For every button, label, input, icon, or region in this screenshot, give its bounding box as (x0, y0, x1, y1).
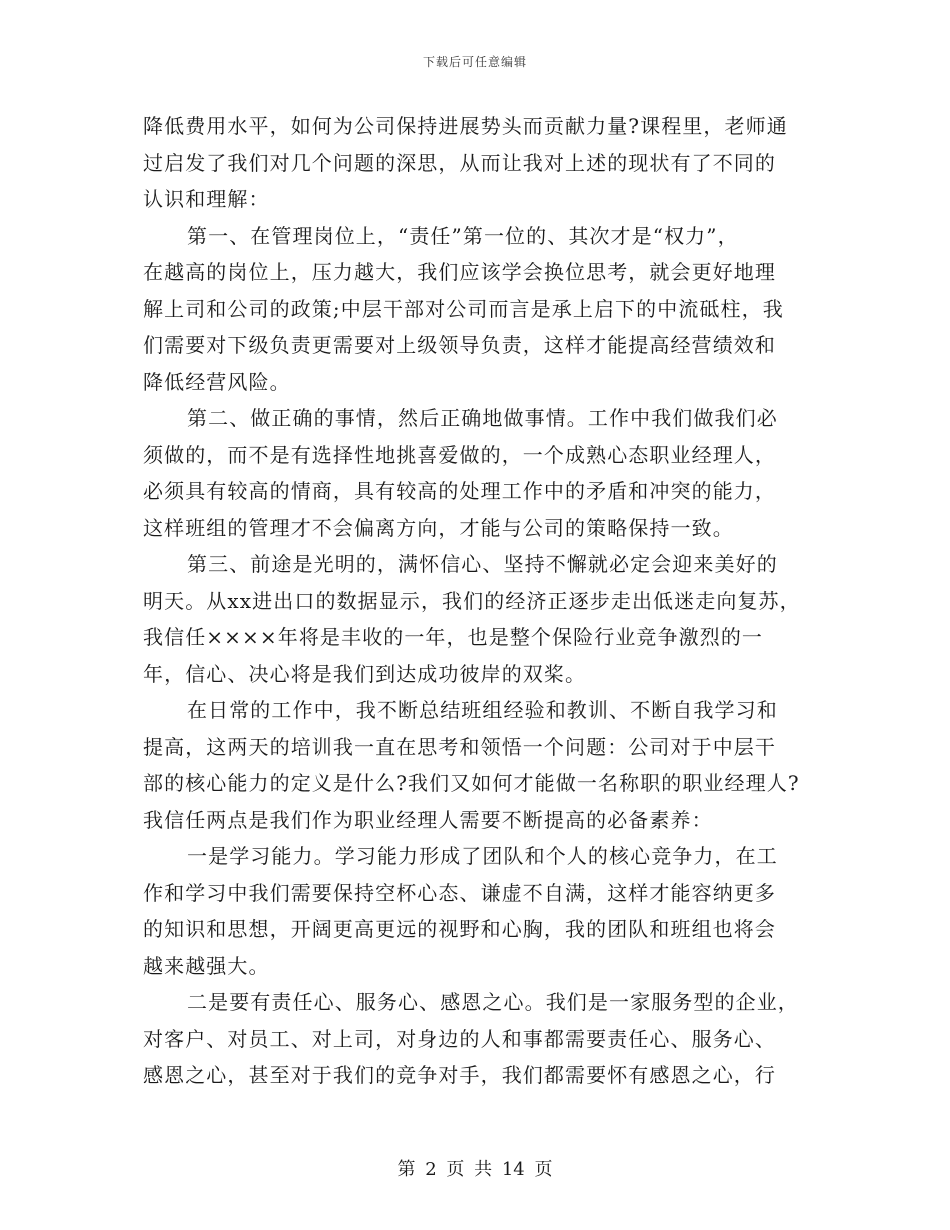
body-line: 我信任两点是我们作为职业经理人需要不断提高的必备素养： (143, 807, 713, 832)
body-line: 感恩之心，甚至对于我们的竞争对手，我们都需要怀有感恩之心，行 (143, 1063, 776, 1087)
body-line: 越来越强大。 (143, 953, 270, 978)
body-line: 年，信心、决心将是我们到达成功彼岸的双桨。 (143, 661, 587, 686)
body-line: 第一、在管理岗位上，“责任”第一位的、其次才是“权力”， (187, 223, 739, 248)
body-line: 在日常的工作中，我不断总结班组经验和教训、不断自我学习和 (187, 698, 778, 722)
body-line: 第二、做正确的事情，然后正确地做事情。工作中我们做我们必 (187, 406, 778, 430)
body-line: 解上司和公司的政策;中层干部对公司而言是承上启下的中流砥柱，我 (143, 296, 784, 321)
body-line: 提高，这两天的培训我一直在思考和领悟一个问题：公司对于中层干 (143, 734, 776, 759)
body-line: 们需要对下级负责更需要对上级领导负责，这样才能提高经营绩效和 (143, 333, 776, 357)
body-line: 部的核心能力的定义是什么?我们又如何才能做一名称职的职业经理人? (143, 771, 800, 795)
body-line: 必须具有较高的情商，具有较高的处理工作中的矛盾和冲突的能力， (143, 479, 776, 503)
body-line: 在越高的岗位上，压力越大，我们应该学会换位思考，就会更好地理 (143, 260, 776, 284)
body-line: 作和学习中我们需要保持空杯心态、谦虚不自满，这样才能容纳更多 (143, 880, 776, 905)
body-line: 我信任××××年将是丰收的一年，也是整个保险行业竞争激烈的一 (143, 625, 764, 649)
body-line: 一是学习能力。学习能力形成了团队和个人的核心竞争力，在工 (187, 844, 778, 868)
body-line: 明天。从xx进出口的数据显示，我们的经济正逐步走出低迷走向复苏， (143, 588, 801, 613)
body-line: 这样班组的管理才不会偏离方向，才能与公司的策略保持一致。 (143, 515, 734, 540)
body-line: 过启发了我们对几个问题的深思，从而让我对上述的现状有了不同的 (143, 150, 776, 175)
page-header: 下载后可任意编辑 (422, 55, 527, 69)
body-line: 降低经营风险。 (143, 369, 291, 394)
page-number: 第 2 页 共 14 页 (397, 1159, 553, 1180)
body-line: 认识和理解： (143, 187, 270, 211)
body-line: 的知识和思想，开阔更高更远的视野和心胸，我的团队和班组也将会 (143, 917, 776, 941)
body-line: 对客户、对员工、对上司，对身边的人和事都需要责任心、服务心、 (143, 1026, 776, 1051)
body-line: 须做的，而不是有选择性地挑喜爱做的，一个成熟心态职业经理人， (143, 442, 776, 467)
document-body (143, 108, 811, 1094)
body-line: 降低费用水平，如何为公司保持进展势头而贡献力量?课程里，老师通 (143, 114, 788, 138)
body-line: 二是要有责任心、服务心、感恩之心。我们是一家服务型的企业， (187, 990, 799, 1014)
body-line: 第三、前途是光明的，满怀信心、坚持不懈就必定会迎来美好的 (187, 552, 778, 576)
